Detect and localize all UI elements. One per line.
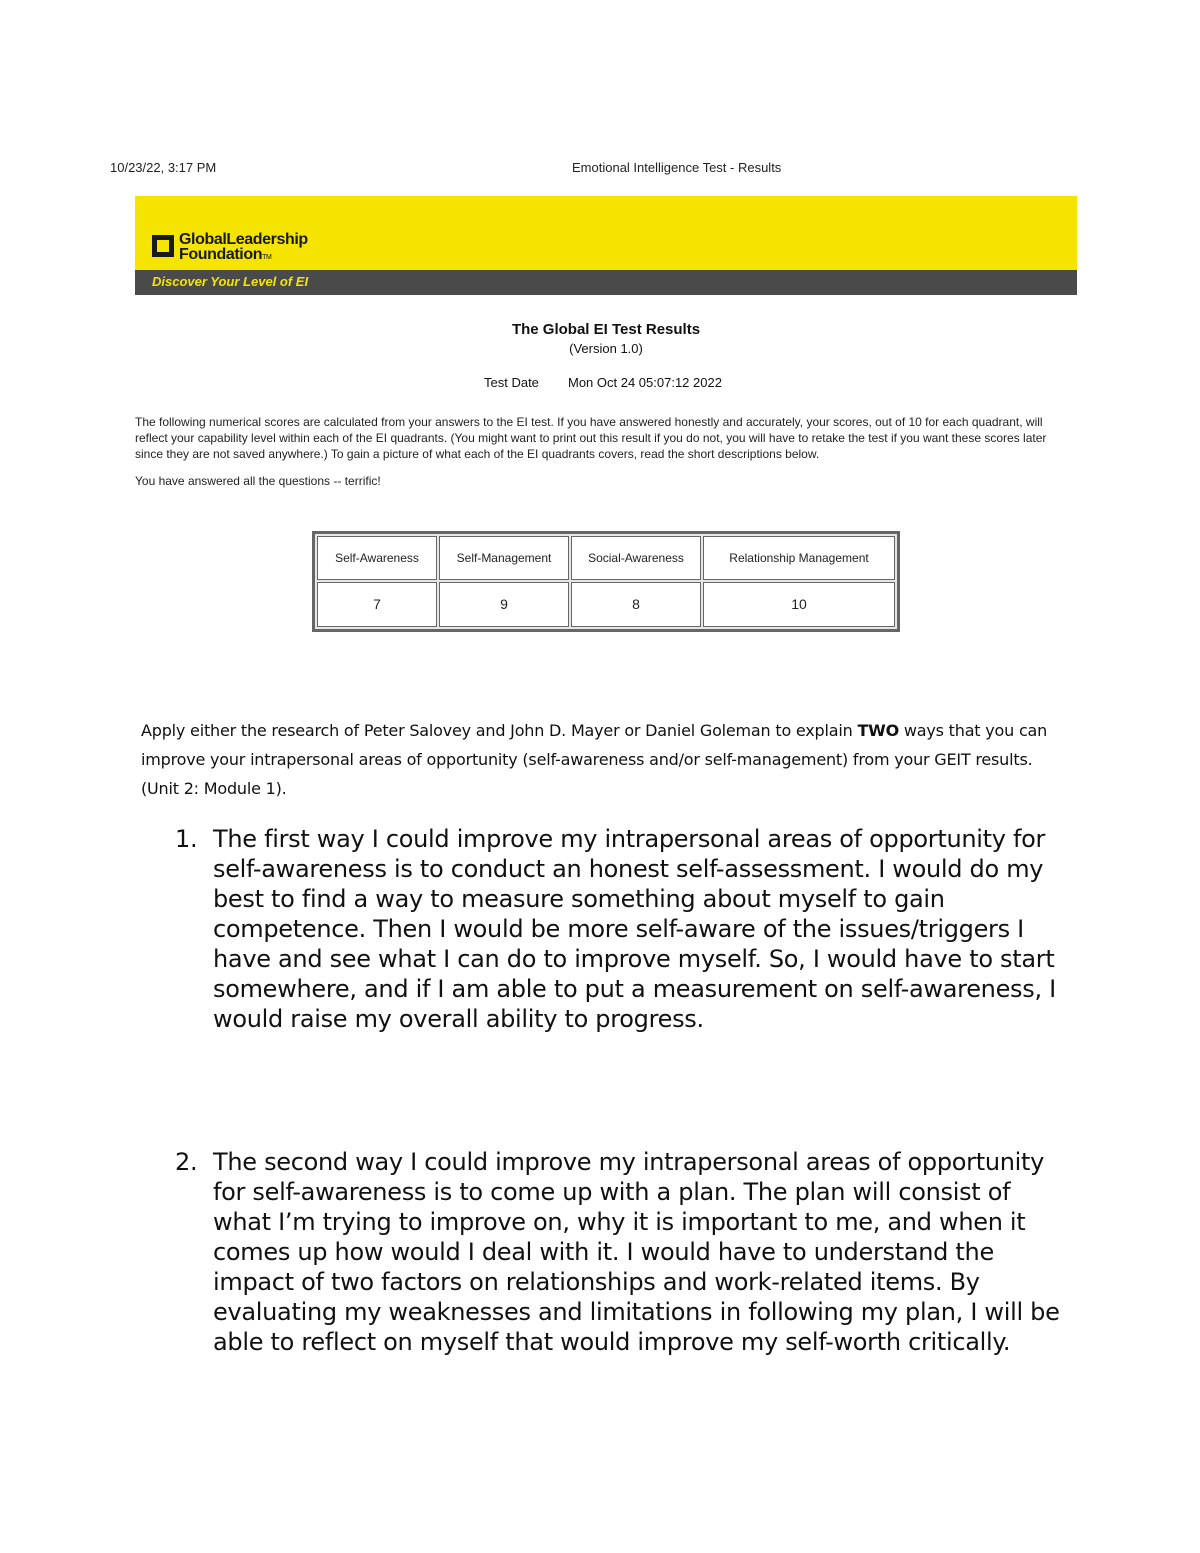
score-self-management: 9: [439, 582, 569, 627]
print-datetime: 10/23/22, 3:17 PM: [110, 160, 217, 175]
answer-item-1: [175, 824, 1075, 1034]
question-bold: TWO: [857, 721, 900, 740]
results-title: The Global EI Test Results: [511, 321, 701, 338]
logo-trademark: TM: [262, 254, 272, 261]
score-social-awareness: 8: [571, 582, 701, 627]
scores-table: [312, 531, 900, 632]
results-version: (Version 1.0): [569, 341, 643, 356]
test-date-value: Mon Oct 24 05:07:12 2022: [568, 375, 722, 390]
assignment-question: [141, 716, 1061, 803]
answer-text: The first way I could improve my intrapersonal areas of opportunity for self-awareness is to conduct an honest self-assessment. I would do my best to find a way to measure something about myself to gain competence. Then I would be more self-aware of the issues/triggers I have and see what I can do to improve myself. So, I would have to start somewhere, and if I am able to put a measurement on self-awareness, I would raise my overall ability to progress.: [213, 825, 1056, 1033]
header-self-awareness: Self-Awareness: [317, 536, 437, 580]
answer-text: The second way I could improve my intrapersonal areas of opportunity for self-awareness is to come up with a plan. The plan will consist of what I’m trying to improve on, why it is important to me, and when it comes up how would I deal with it. I would have to understand the impact of two factors on relationships and work-related items. By evaluating my weaknesses and limitations in following my plan, I will be able to reflect on myself that would improve my self-worth critically.: [213, 1148, 1060, 1356]
score-relationship-management: 10: [703, 582, 895, 627]
logo-line-1: GlobalLeadership: [179, 231, 308, 248]
print-page-title: Emotional Intelligence Test - Results: [572, 160, 782, 175]
test-date-label: Test Date: [484, 375, 539, 390]
answer-number: 2.: [175, 1148, 198, 1176]
score-self-awareness: 7: [317, 582, 437, 627]
question-part-2: ways that you can improve your intrapersonal areas of opportunity (self-awareness and/or self-management) from your GEIT results. (Unit 2: Module 1).: [141, 721, 1048, 798]
logo-square-icon: [152, 235, 174, 257]
scores-header-row: [317, 536, 895, 580]
scores-value-row: [317, 582, 895, 627]
question-part-1: Apply either the research of Peter Salovey and John D. Mayer or Daniel Goleman to explain: [141, 721, 858, 740]
header-relationship-management: Relationship Management: [703, 536, 895, 580]
banner-tagline: Discover Your Level of EI: [152, 274, 309, 289]
logo-line-2: Foundation: [179, 246, 263, 263]
header-banner: [135, 196, 1077, 295]
logo-text: [179, 232, 308, 265]
header-social-awareness: Social-Awareness: [571, 536, 701, 580]
intro-paragraph: The following numerical scores are calculated from your answers to the EI test. If you have answered honestly and accurately, your scores, out of 10 for each quadrant, will reflect your capability level within each of the EI quadrants. (You might want to print out this result if you do not, you will have to retake the test if you want these scores later since they are not saved anywhere.) To gain a picture of what each of the EI quadrants covers, read the short descriptions below.: [135, 415, 1047, 461]
answer-number: 1.: [175, 825, 198, 853]
answered-note: You have answered all the questions -- terrific!: [135, 474, 381, 488]
header-self-management: Self-Management: [439, 536, 569, 580]
banner-bar: [135, 270, 1077, 295]
answer-item-2: [175, 1147, 1075, 1357]
logo: [152, 232, 308, 264]
